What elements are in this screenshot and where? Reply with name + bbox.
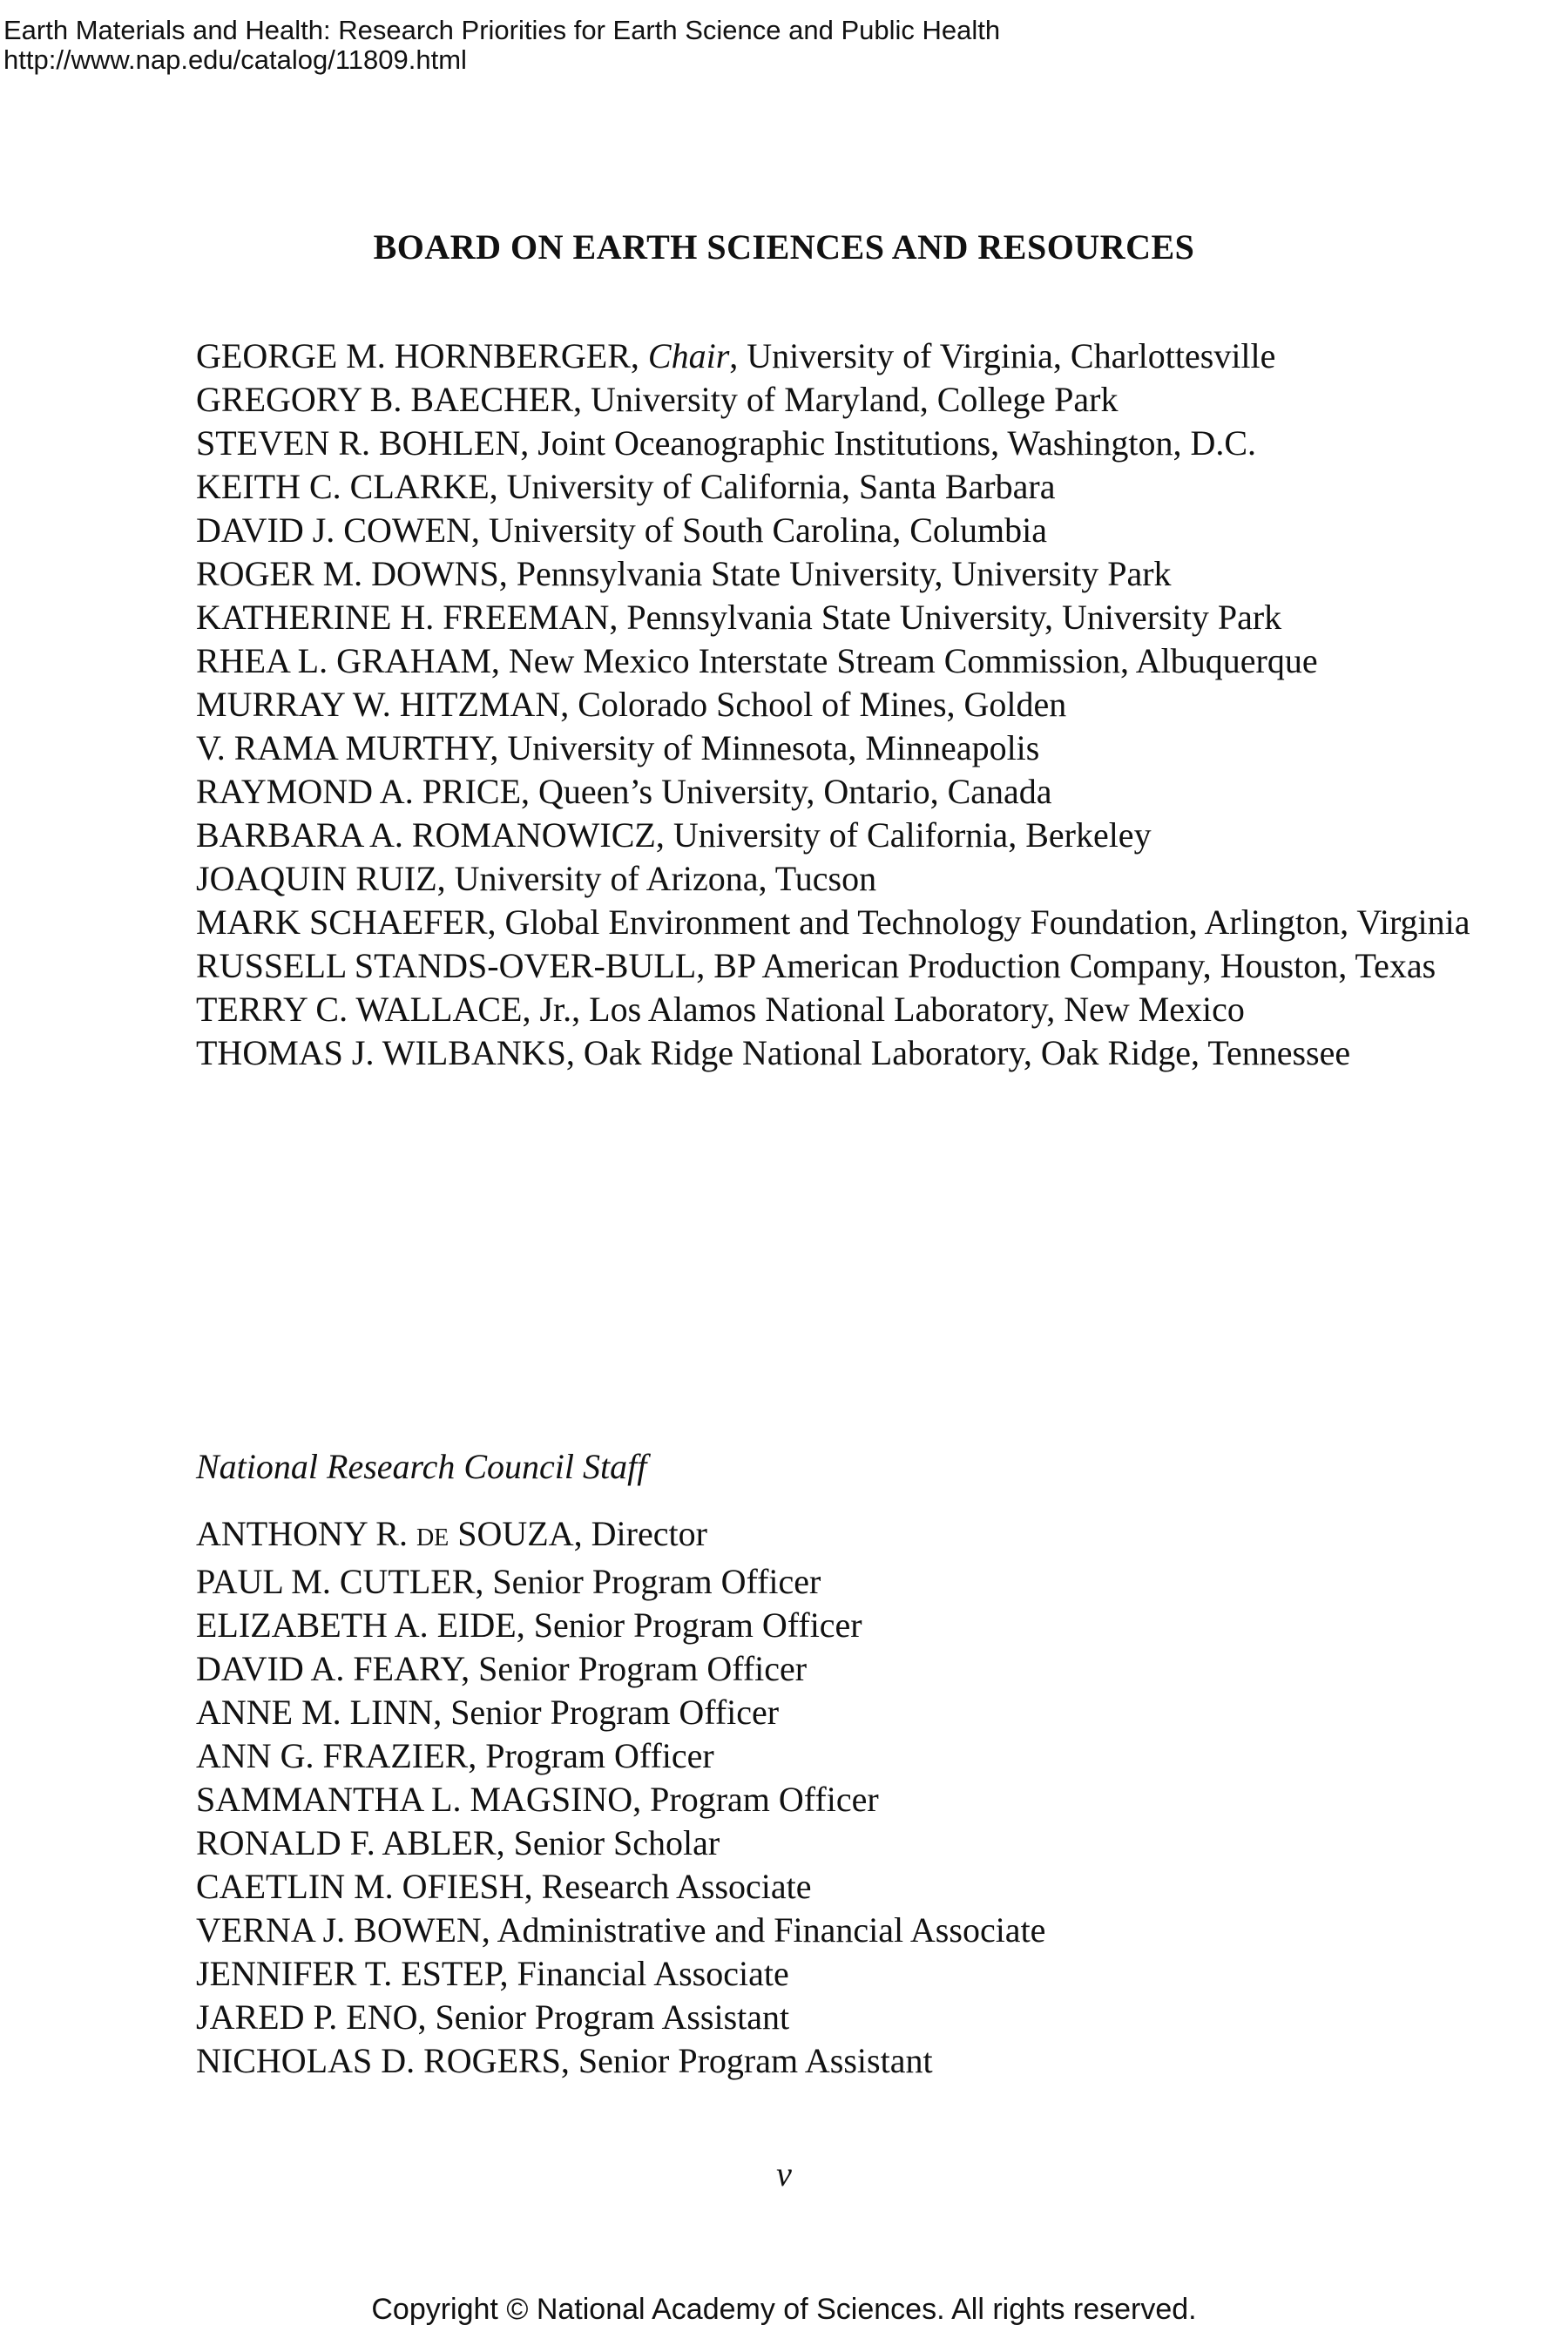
document-header xyxy=(3,16,1000,75)
board-member-entry: RAYMOND A. PRICE, Queen’s University, Ontario, Canada xyxy=(196,772,1052,811)
staff-member-entry: ANN G. FRAZIER, Program Officer xyxy=(196,1736,714,1775)
header-url[interactable]: http://www.nap.edu/catalog/11809.html xyxy=(3,44,467,75)
staff-member-entry: SAMMANTHA L. MAGSINO, Program Officer xyxy=(196,1780,879,1819)
board-member-entry: MURRAY W. HITZMAN, Colorado School of Mines, Golden xyxy=(196,685,1067,724)
board-member-entry: DAVID J. COWEN, University of South Carolina, Columbia xyxy=(196,510,1047,550)
page-number: v xyxy=(776,2154,792,2193)
board-member-entry: ROGER M. DOWNS, Pennsylvania State University, University Park xyxy=(196,554,1172,593)
board-member-entry: KEITH C. CLARKE, University of California, Santa Barbara xyxy=(196,467,1056,506)
staff-member-entry: ANNE M. LINN, Senior Program Officer xyxy=(196,1693,780,1732)
staff-member-entry: VERNA J. BOWEN, Administrative and Financial Associate xyxy=(196,1910,1046,1950)
copyright-footer: Copyright © National Academy of Sciences. All rights reserved. xyxy=(371,2293,1197,2326)
board-member-entry: GREGORY B. BAECHER, University of Maryland, College Park xyxy=(196,380,1119,419)
board-member-entry: V. RAMA MURTHY, University of Minnesota, Minneapolis xyxy=(196,728,1040,767)
board-member-entry: BARBARA A. ROMANOWICZ, University of California, Berkeley xyxy=(196,815,1152,855)
board-chair-entry xyxy=(196,335,1485,378)
board-member-entry: RHEA L. GRAHAM, New Mexico Interstate Stream Commission, Albuquerque xyxy=(196,641,1318,680)
chair-name: GEORGE M. HORNBERGER, xyxy=(196,336,648,375)
board-member-entry: RUSSELL STANDS-OVER-BULL, BP American Production Company, Houston, Texas xyxy=(196,946,1436,985)
board-member-entry: THOMAS J. WILBANKS, Oak Ridge National Laboratory, Oak Ridge, Tennessee xyxy=(196,1033,1351,1072)
page-title: BOARD ON EARTH SCIENCES AND RESOURCES xyxy=(373,227,1195,267)
header-title: Earth Materials and Health: Research Priorities for Earth Science and Public Health xyxy=(3,15,1001,45)
staff-member-entry: PAUL M. CUTLER, Senior Program Officer xyxy=(196,1562,821,1601)
staff-member-entry: CAETLIN M. OFIESH, Research Associate xyxy=(196,1867,812,1906)
staff-list xyxy=(196,1512,1485,2083)
board-member-list xyxy=(196,335,1485,1075)
staff-member-entry: JENNIFER T. ESTEP, Financial Associate xyxy=(196,1954,789,1993)
staff-heading: National Research Council Staff xyxy=(196,1447,647,1486)
staff-director-entry xyxy=(196,1512,1485,1560)
staff-member-entry: NICHOLAS D. ROGERS, Senior Program Assistant xyxy=(196,2041,933,2080)
director-first: ANTHONY R. xyxy=(196,1514,416,1553)
staff-member-entry: RONALD F. ABLER, Senior Scholar xyxy=(196,1823,720,1862)
staff-member-entry: JARED P. ENO, Senior Program Assistant xyxy=(196,1997,790,2037)
chair-role: Chair xyxy=(647,336,730,375)
chair-affiliation: , University of Virginia, Charlottesville xyxy=(729,336,1276,375)
staff-member-entry: ELIZABETH A. EIDE, Senior Program Officer xyxy=(196,1605,862,1645)
board-member-entry: TERRY C. WALLACE, Jr., Los Alamos National Laboratory, New Mexico xyxy=(196,990,1245,1029)
director-particle: DE xyxy=(416,1524,449,1551)
director-rest: SOUZA, Director xyxy=(449,1514,707,1553)
staff-member-entry: DAVID A. FEARY, Senior Program Officer xyxy=(196,1649,808,1688)
board-member-entry: KATHERINE H. FREEMAN, Pennsylvania State University, University Park xyxy=(196,598,1282,637)
board-member-entry: MARK SCHAEFER, Global Environment and Technology Foundation, Arlington, Virginia xyxy=(196,902,1470,942)
board-member-entry: STEVEN R. BOHLEN, Joint Oceanographic Institutions, Washington, D.C. xyxy=(196,423,1257,463)
board-member-entry: JOAQUIN RUIZ, University of Arizona, Tucson xyxy=(196,859,877,898)
